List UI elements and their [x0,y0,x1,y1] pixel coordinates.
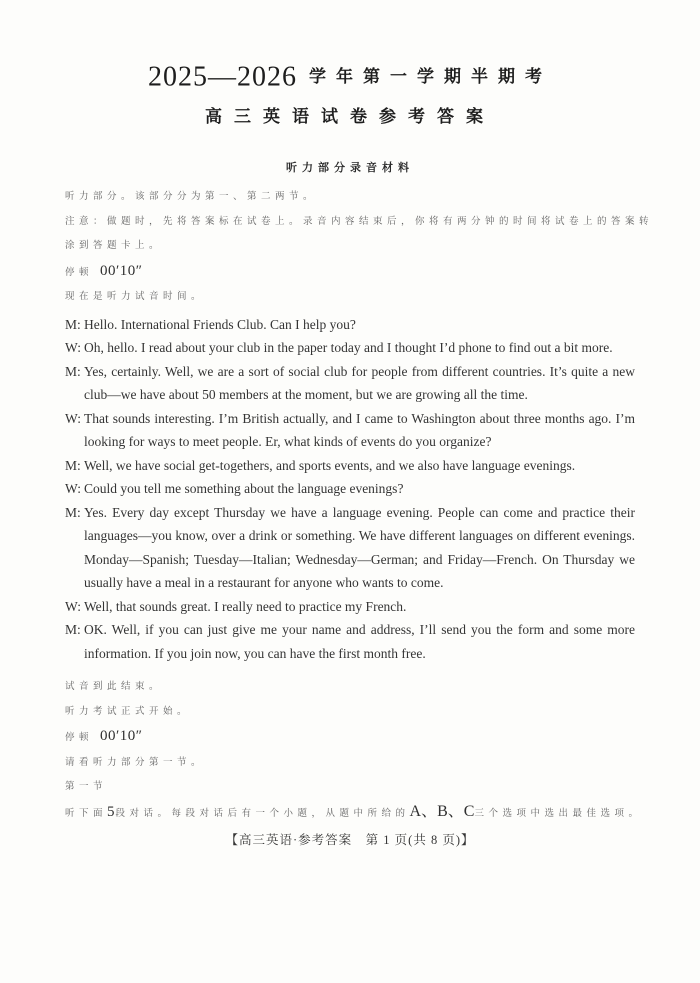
pause-line [65,724,635,751]
speaker-label: M: [65,504,81,520]
section-one-label: 第一节 [65,782,108,793]
listening-transcript [65,313,635,666]
pause-time: 00′10″ [100,262,143,279]
dialogue-text: Yes. Every day except Thursday we have a language evening. People can come and practice their languages—you know, over a drink or something. We have different languages on different evenings. Monday—Spanish; Tuesday—Italian; Wednesday—German; and Friday—French. On Thursday we usually have a meal in a restaurant for anyone who wants to come. [84,504,635,591]
dialogue-line [65,407,635,454]
dialogue-text: Could you tell me something about the language evenings? [84,481,404,497]
intro-mid: 段对话。每段对话后有一个小题，从题中所给的 [115,808,410,819]
pause-label: 停顿 [65,733,94,744]
speaker-label: W: [65,340,81,356]
speaker-label: M: [65,363,81,379]
page-title-term: 学年第一学期半期考 [309,67,552,87]
dialogue-text: That sounds interesting. I’m British actually, and I came to Washington about three months ago. I’m looking for ways to meet people. Er, what kinds of events do you organize? [84,410,635,450]
dialogue-line [65,336,635,360]
dialogue-text: Yes, certainly. Well, we are a sort of social club for people from different countries. It’s quite a new club—we have about 50 members at the moment, but we are growing all the time. [84,363,635,403]
intro-options: A、B、C [409,802,475,820]
dialogue-text: Well, that sounds great. I really need to practice my French. [84,598,407,614]
dialogue-text: Well, we have social get-togethers, and sports events, and we also have language evenings. [84,457,576,473]
instruction-line: 现在是听力试音时间。 [65,292,206,303]
dialogue-text: Hello. International Friends Club. Can I help you? [84,316,356,332]
instruction-line: 听力考试正式开始。 [65,706,192,717]
instruction-line: 听力部分。该部分分为第一、第二两节。 [65,192,318,203]
dialogue-line [65,477,635,501]
instruction-line: 涂到答题卡上。 [65,241,164,252]
speaker-label: M: [65,457,81,473]
speaker-label: M: [65,316,81,332]
dialogue-line [65,595,635,619]
speaker-label: W: [65,598,81,614]
instruction-line: 请看听力部分第一节。 [65,757,206,768]
pause-label: 停顿 [65,267,94,278]
intro-prefix: 听下面 [65,808,108,819]
pre-dialogue-instructions [65,185,654,310]
dialogue-line [65,454,635,478]
pause-line [65,259,635,286]
intro-suffix: 三个选项中选出最佳选项。 [474,808,643,819]
instruction-line: 注意：做题时，先将答案标在试卷上。录音内容结束后，你将有两分钟的时间将试卷上的答案转 [65,216,654,227]
dialogue-text: OK. Well, if you can just give me your name and address, I’ll send you the form and some more information. If you join now, you can have the first month free. [84,622,635,661]
dialogue-line [65,501,635,595]
instruction-line: 试音到此结束。 [65,682,164,693]
post-dialogue-instructions [65,675,643,826]
speaker-label: W: [65,410,81,426]
listening-material-heading: 听力部分录音材料 [286,162,414,175]
speaker-label: W: [65,481,81,497]
intro-number: 5 [107,803,116,820]
page-title-year: 2025—2026 [148,61,297,93]
pause-time: 00′10″ [100,728,143,745]
speaker-label: M: [65,622,81,638]
dialogue-line [65,360,635,407]
dialogue-text: Oh, hello. I read about your club in the paper today and I thought I’d phone to find out a bit more. [84,340,613,356]
dialogue-line [65,313,635,337]
page-subtitle: 高三英语试卷参考答案 [205,107,495,127]
dialogue-line [65,618,635,665]
page-title [65,60,635,94]
exam-answer-page [65,0,654,848]
section-one-intro [65,800,643,827]
page-footer: 【高三英语·参考答案 第 1 页(共 8 页)】 [225,833,475,848]
